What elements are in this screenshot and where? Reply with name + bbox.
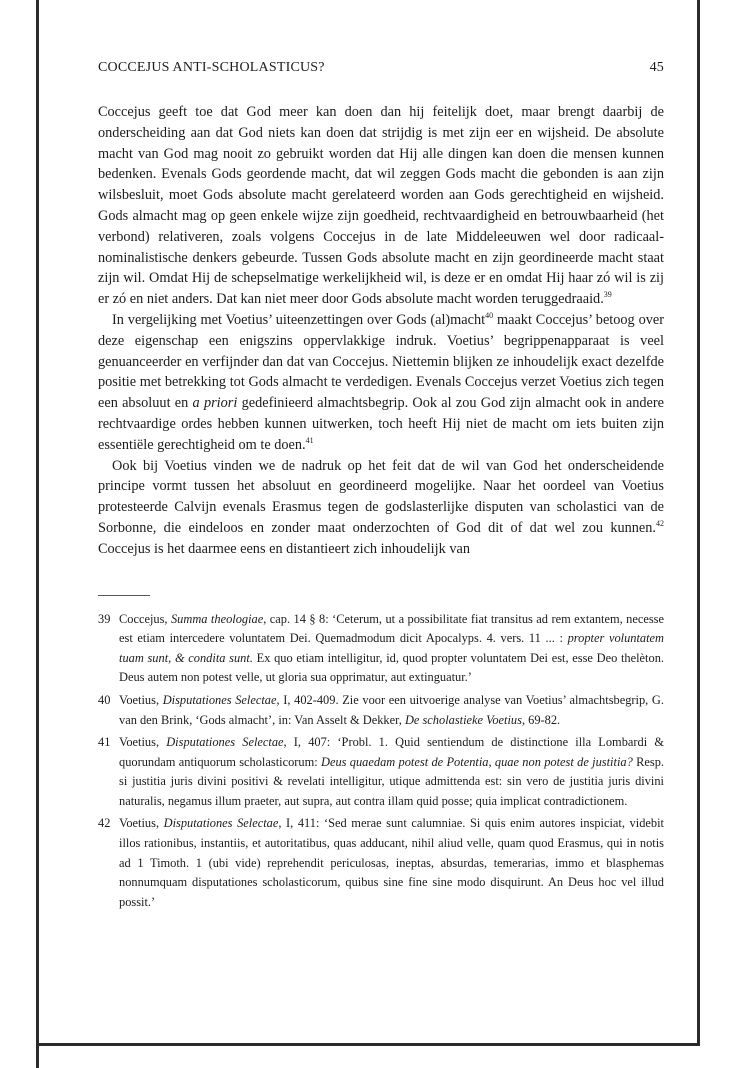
footnote [98, 691, 664, 730]
running-head-title: COCCEJUS ANTI-SCHOLASTICUS? [98, 60, 325, 75]
italic-title: Summa theologiae [170, 611, 264, 626]
footnote-number: 40 [98, 692, 111, 707]
footnote-text: Voetius, Disputationes Selectae, I, 411: ‘Sed merae sunt calumniae. Si quis enim autores inspiciat, videbit illos rationibus, instantiis, et autoritatibus, quas adducant, nihil aliud velle, quam quod Erasmus, qui in notis ad 1 Timoth. 1 (ubi vide) reprehendit periculosas, ineptas, absurdas, temerarias, immo et blasphemas nonnumquam disputationes scholasticorum, quibus sine fine sine modo disquirunt. An Deus hoc vel illud possit.’ [119, 816, 664, 909]
footnote [98, 733, 664, 811]
footnote-separator [98, 595, 150, 596]
italic-title: De scholastieke Voetius [404, 712, 522, 727]
paragraph-1 [98, 102, 664, 310]
footnote-number: 42 [98, 816, 111, 831]
paragraph-text: In vergelijking met Voetius’ uiteenzettingen over Gods (al)macht [112, 311, 486, 328]
italic-title: Disputationes Selectae [162, 692, 277, 707]
italic-title: Deus quaedam potest de Potentia, quae non potest de justitia? [321, 754, 633, 769]
italic-title: Disputationes Selectae [166, 735, 284, 750]
footnote-ref: 40 [485, 311, 494, 321]
scan-left-edge [36, 0, 39, 1068]
paragraph-text: Coccejus geeft toe dat God meer kan doen dan hij feitelijk doet, maar brengt daarbij de onderscheiding aan dat God niets kan doen dat strijdig is met zijn eer en wijsheid. De absolute macht van God mag nooit zo gebruikt worden dat Hij alle dingen kan doen die mensen kunnen bedenken. Evenals Gods geordende macht, dat wil zeggen Gods macht die gebonden is aan zijn wilsbesluit, moet Gods absolute macht gerelateerd worden aan Gods gerechtigheid en wijsheid. Gods almacht mag op geen enkele wijze zijn goedheid, rechtvaardigheid en betrouwbaarheid (het verbond) relativeren, zoals volgens Coccejus in de late Middeleeuwen wel door radicaal-nominalistische denkers gebeurde. Tussen Gods absolute macht en zijn geordineerde macht staat zijn wil. Omdat Hij de schepselmatige werkelijkheid wil, is deze er en omdat Hij haar zó wil is zij er zó en niet anders. Dat kan niet meer door Gods absolute macht worden teruggedraaid. [98, 104, 664, 308]
footnote-ref: 42 [656, 519, 664, 529]
footnote-text: Coccejus, Summa theologiae, cap. 14 § 8: ‘Ceterum, ut a possibilitate fiat transitus ad rem extantem, necesse est etiam intercedere voluntatem Dei. Quemadmodum dicit Apocalyps. 4. vers. 11 ... : propter voluntatem tuam sunt, & condita sunt. Ex quo etiam intelligitur, id, quod propter voluntatem Dei est, esse Deo thelèton. Deus autem non potest velle, ut gloria sua opprimatur, aut extinguatur.’ [119, 611, 665, 685]
footnote-text: Voetius, Disputationes Selectae, I, 407: ‘Probl. 1. Quid sentiendum de distinctione illa Lombardi & quorundam antiquorum scholasticorum: Deus quaedam potest de Potentia, quae non potest de justitia? Resp. si justitia juris divini positivi & revelati intelligitur, utique admittenda est: sin vero de justitia juris divini naturalis, negamus illum praeter, aut supra, aut contra illam quid posse; quia implicat contradictionem. [119, 735, 664, 808]
paragraph-text: maakt Coccejus’ betoog over deze eigenschap een enigszins oppervlakkige indruk. Voetius’ begrippenapparaat is veel genuanceerder en verfijnder dan dat van Coccejus. Niettemin blijken ze inhoudelijk exact dezelfde positie met betrekking tot Gods almacht te verdedigen. Evenals Coccejus verzet Voetius zich tegen een absoluut en [98, 311, 664, 412]
footnote-number: 41 [98, 735, 111, 750]
body-text [98, 102, 664, 560]
footnote-ref: 41 [305, 435, 314, 445]
paragraph-3 [98, 456, 664, 560]
paragraph-text: Ook bij Voetius vinden we de nadruk op het feit dat de wil van God het onderscheidende principe vormt tussen het absoluut en geordineerd mogelijke. Naar het oordeel van Voetius protesteerde Calvijn evenals Erasmus tegen de godslasterlijke disputen van scholastici van de Sorbonne, die eindeloos en zonder maat onderzochten of God dit of dat wel zou kunnen. [98, 457, 664, 536]
italic-title: Disputationes Selectae [163, 816, 279, 831]
footnotes [98, 610, 664, 913]
scan-bottom-edge [36, 1043, 700, 1046]
footnote-number: 39 [98, 611, 111, 626]
footnote [98, 610, 664, 688]
footnote [98, 814, 664, 912]
page-number: 45 [649, 60, 664, 75]
paragraph-text: Coccejus is het daarmee eens en distantieert zich inhoudelijk van [98, 540, 470, 557]
paragraph-2 [98, 310, 664, 456]
footnote-ref: 39 [603, 290, 612, 300]
book-page [98, 60, 664, 915]
running-head [98, 60, 664, 82]
italic-term: a priori [192, 395, 238, 412]
scan-right-edge [697, 0, 700, 1046]
paragraph-text: gedefinieerd almachtsbegrip. Ook al zou God zijn almacht ook in andere rechtvaardige ordes hebben kunnen uitwerken, toch heeft Hij niet de macht om iets buiten zijn essentiële gerechtigheid om te doen. [98, 395, 665, 453]
italic-title: propter voluntatem tuam sunt, & condita sunt. [119, 631, 665, 665]
footnote-text: Voetius, Disputationes Selectae, I, 402-409. Zie voor een uitvoerige analyse van Voetius’ almachtsbegrip, G. van den Brink, ‘Gods almacht’, in: Van Asselt & Dekker, De scholastieke Voetius, 69-82. [119, 692, 664, 727]
